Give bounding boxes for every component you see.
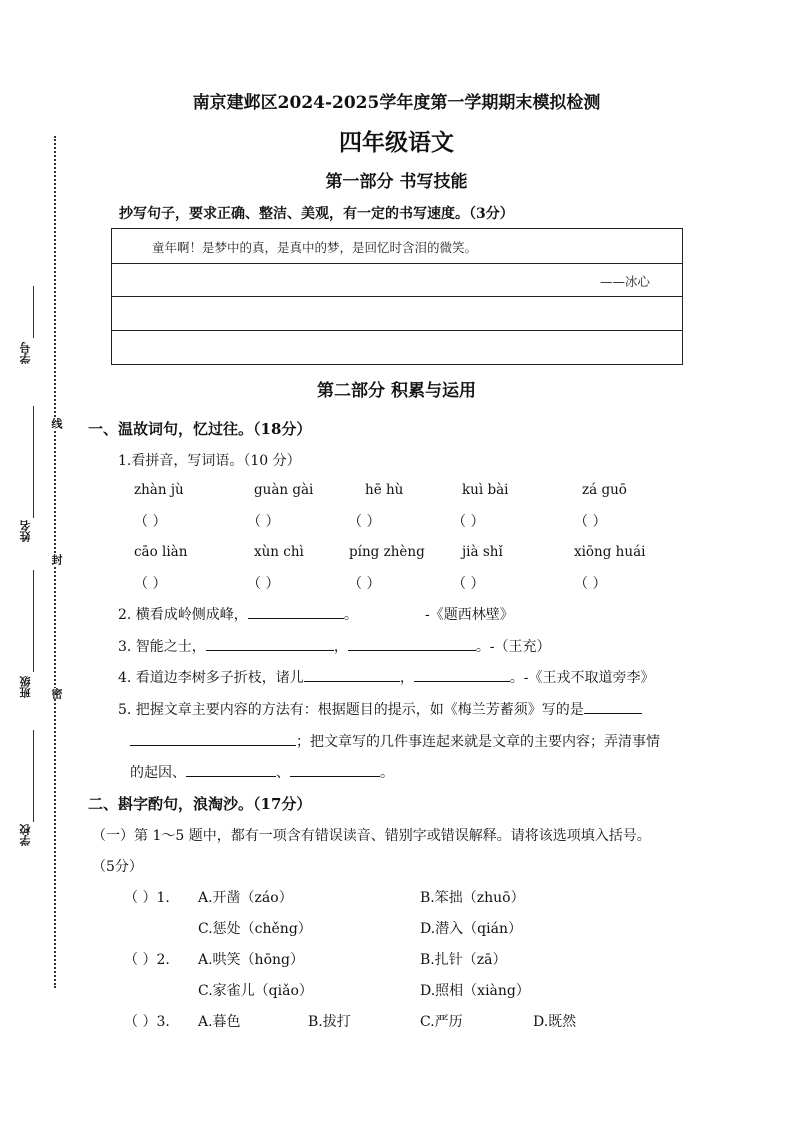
name-blank[interactable] xyxy=(33,406,34,518)
s2-q2-num[interactable]: （ ）2. xyxy=(124,952,170,968)
s2-q3-option-b: B.拔打 xyxy=(308,1014,351,1030)
answer-paren[interactable]: （ ） xyxy=(452,514,485,530)
s2-q2-option-c: C.家雀儿（qiǎo） xyxy=(198,983,313,999)
s2-q3-option-a: A.暮色 xyxy=(198,1014,241,1030)
copy-row-divider xyxy=(112,263,682,264)
s2-q2-option-a: A.哄笑（hōng） xyxy=(198,952,304,968)
q5-text-2: ；把文章写的几件事连起来就是文章的主要内容；弄清事情 xyxy=(296,734,660,750)
mark-line: 线 xyxy=(50,418,63,429)
mark-dense: 密 xyxy=(50,688,63,699)
s2-q1-option-c: C.惩处（chěng） xyxy=(198,921,312,937)
exam-title: 南京建邺区2024-2025学年度第一学期期末模拟检测 xyxy=(192,93,601,113)
s2-q2-option-b: B.扎针（zā） xyxy=(420,952,507,968)
q2-text: 2. 横看成岭侧成峰， xyxy=(118,607,248,623)
part1-instruction: 抄写句子，要求正确、整洁、美观，有一定的书写速度。（3分） xyxy=(119,206,514,222)
answer-paren[interactable]: （ ） xyxy=(348,576,381,592)
question-2 xyxy=(118,604,358,624)
section1-heading: 一、温故词句，忆过往。（18分） xyxy=(88,420,312,438)
question-4 xyxy=(118,667,655,687)
copy-row-divider xyxy=(112,296,682,297)
student-id-blank[interactable] xyxy=(33,286,34,338)
pinyin-item: zá guō xyxy=(582,482,627,498)
school-label: 学校 xyxy=(19,824,32,846)
q4-blank-1[interactable] xyxy=(304,667,400,682)
s2-q1-option-d: D.潜入（qián） xyxy=(420,921,522,937)
exam-subtitle: 四年级语文 xyxy=(339,129,454,156)
s2-q1-num[interactable]: （ ）1. xyxy=(124,890,170,906)
question-5-line3 xyxy=(130,762,394,782)
q4-end: 。-《王戎不取道旁李》 xyxy=(509,670,655,686)
s2-q1-option-a: A.开凿（záo） xyxy=(198,890,293,906)
q5-blank-1-cont[interactable] xyxy=(130,731,296,746)
q3-text: 3. 智能之士， xyxy=(118,639,206,655)
class-label: 班级 xyxy=(19,676,32,698)
q3-sep: ， xyxy=(333,639,348,655)
copy-writing-box xyxy=(111,228,683,365)
q5-sep: 、 xyxy=(276,765,290,781)
q2-source: -《题西林壁》 xyxy=(425,607,514,623)
q2-end: 。 xyxy=(343,607,358,623)
section2-intro-2: （5分） xyxy=(92,859,143,875)
part2-heading: 第二部分 积累与运用 xyxy=(317,381,476,401)
q4-text: 4. 看道边李树多子折枝，诸儿 xyxy=(118,670,304,686)
part1-heading: 第一部分 书写技能 xyxy=(325,172,468,192)
question-5-line2 xyxy=(130,731,660,751)
answer-paren[interactable]: （ ） xyxy=(452,576,485,592)
pinyin-item: jià shǐ xyxy=(462,544,503,560)
s2-q3-option-c: C.严历 xyxy=(420,1014,463,1030)
q1-label: 1.看拼音，写词语。（10 分） xyxy=(118,453,301,469)
class-blank[interactable] xyxy=(33,570,34,672)
pinyin-item: guàn gài xyxy=(254,482,314,498)
question-5-line1 xyxy=(118,699,642,719)
q4-sep: ， xyxy=(399,670,414,686)
copy-row-divider xyxy=(112,330,682,331)
q5-text-1: 5. 把握文章主要内容的方法有：根据题目的提示，如《梅兰芳蓄须》写的是 xyxy=(118,702,584,718)
student-id-label: 学号 xyxy=(19,342,32,364)
pinyin-item: xùn chì xyxy=(254,544,304,560)
pinyin-item: cāo liàn xyxy=(134,544,188,560)
answer-paren[interactable]: （ ） xyxy=(574,576,607,592)
s2-q3-option-d: D.既然 xyxy=(533,1014,577,1030)
q5-blank-1[interactable] xyxy=(584,699,642,714)
answer-paren[interactable]: （ ） xyxy=(247,576,280,592)
q5-end: 。 xyxy=(380,765,394,781)
section2-heading: 二、斟字酌句，浪淘沙。（17分） xyxy=(88,795,312,813)
q5-text-3: 的起因、 xyxy=(130,765,186,781)
q3-blank-2[interactable] xyxy=(348,636,476,651)
q2-blank[interactable] xyxy=(248,604,344,619)
mark-seal: 封 xyxy=(50,554,63,565)
pinyin-item: zhàn jù xyxy=(134,482,184,498)
copy-author: ——冰心 xyxy=(600,274,651,289)
q5-blank-2[interactable] xyxy=(186,762,276,777)
school-blank[interactable] xyxy=(33,730,34,822)
q3-blank-1[interactable] xyxy=(206,636,334,651)
q5-blank-3[interactable] xyxy=(290,762,380,777)
pinyin-item: hē hù xyxy=(365,482,404,498)
name-label: 姓名 xyxy=(19,520,32,542)
s2-q3-num[interactable]: （ ）3. xyxy=(124,1014,170,1030)
question-3 xyxy=(118,636,551,656)
s2-q1-option-b: B.笨拙（zhuō） xyxy=(420,890,525,906)
pinyin-item: píng zhèng xyxy=(349,544,425,560)
pinyin-item: kuì bài xyxy=(462,482,509,498)
q3-end: 。-（王充） xyxy=(475,639,551,655)
pinyin-item: xiōng huái xyxy=(574,544,646,560)
section2-intro-1: （一）第 1～5 题中，都有一项含有错误读音、错别字或错误解释。请将该选项填入括号。 xyxy=(92,828,651,844)
answer-paren[interactable]: （ ） xyxy=(348,514,381,530)
answer-paren[interactable]: （ ） xyxy=(134,576,167,592)
copy-sentence: 童年啊！是梦中的真，是真中的梦，是回忆时含泪的微笑。 xyxy=(152,240,478,255)
answer-paren[interactable]: （ ） xyxy=(574,514,607,530)
q4-blank-2[interactable] xyxy=(414,667,510,682)
answer-paren[interactable]: （ ） xyxy=(247,514,280,530)
answer-paren[interactable]: （ ） xyxy=(134,514,167,530)
s2-q2-option-d: D.照相（xiàng） xyxy=(420,983,530,999)
